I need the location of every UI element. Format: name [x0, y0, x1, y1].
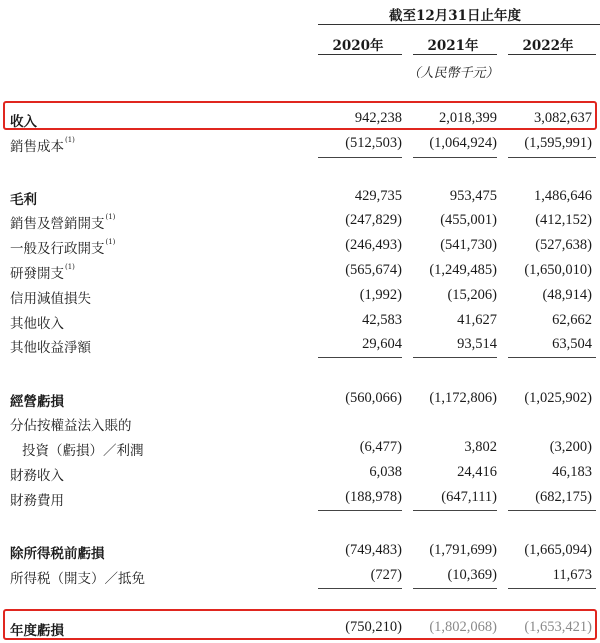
row-share-of-equity-header [0, 414, 600, 438]
row-cost-of-sales [0, 135, 600, 159]
value-2021: 3,802 [464, 439, 497, 455]
row-other-income [0, 312, 600, 336]
period-title: 截至12月31日止年度 [388, 8, 522, 24]
year-2022-header: 2022年 [522, 38, 574, 54]
value-2022: 3,082,637 [534, 110, 592, 126]
value-2022: (48,914) [542, 287, 592, 303]
value-2022: (527,638) [535, 237, 592, 253]
row-label: 所得税（開支）／抵免 [10, 571, 145, 587]
value-2022: (682,175) [535, 489, 592, 505]
value-2021: (1,791,699) [429, 542, 497, 558]
value-2021: (1,172,806) [429, 390, 497, 406]
row-label: 其他收入 [10, 316, 64, 332]
row-loss-before-tax [0, 542, 600, 566]
value-2020: 42,583 [362, 312, 402, 328]
value-2022: 46,183 [552, 464, 592, 480]
row-label: 投資（虧損）／利潤 [22, 443, 144, 459]
subtotal-line [318, 510, 402, 511]
value-2020: (246,493) [345, 237, 402, 253]
value-2022: 1,486,646 [534, 188, 592, 204]
value-2021: 2,018,399 [439, 110, 497, 126]
year-2020-header: 2020年 [332, 38, 384, 54]
footnote-marker: (1) [65, 136, 75, 144]
row-rnd [0, 262, 600, 286]
row-label: 經營虧損 [10, 394, 64, 410]
footnote-marker: (1) [105, 238, 116, 246]
row-label: 財務收入 [10, 468, 64, 484]
subtotal-line [318, 357, 402, 358]
row-label: 除所得税前虧損 [10, 546, 105, 562]
row-label: 年度虧損 [10, 623, 64, 639]
row-gross-profit [0, 188, 600, 212]
subtotal-line [413, 510, 497, 511]
value-2020: (560,066) [345, 390, 402, 406]
value-2020: (750,210) [345, 619, 402, 635]
row-label: 其他收益淨額 [10, 340, 91, 356]
subtotal-line [508, 357, 596, 358]
value-2022: (1,665,094) [524, 542, 592, 558]
value-2022: (412,152) [535, 212, 592, 228]
value-2020: (247,829) [345, 212, 402, 228]
value-2022: (1,653,421) [524, 619, 592, 635]
year-underline-2021 [413, 54, 497, 55]
header-divider [318, 24, 600, 25]
row-label: 毛利 [10, 192, 37, 208]
value-2022: (3,200) [549, 439, 592, 455]
row-label: 銷售及營銷開支$^{(1)}$ [10, 213, 116, 232]
value-2021: (541,730) [440, 237, 497, 253]
value-2020: 6,038 [369, 464, 402, 480]
value-2021: 41,627 [457, 312, 497, 328]
subtotal-line [413, 357, 497, 358]
row-credit-impairment [0, 287, 600, 311]
row-label: 財務費用 [10, 493, 64, 509]
row-annual-loss [0, 619, 600, 643]
footnote-marker: (1) [65, 263, 75, 271]
row-revenue [0, 110, 600, 134]
year-2021-header: 2021年 [427, 38, 479, 54]
value-2022: (1,650,010) [524, 262, 592, 278]
value-2020: (188,978) [345, 489, 402, 505]
row-share-of-equity [0, 439, 600, 463]
subtotal-line [508, 510, 596, 511]
row-label: 收入 [10, 114, 37, 130]
subtotal-line [413, 588, 497, 589]
value-2020: (1,992) [359, 287, 402, 303]
value-2022: (1,595,991) [524, 135, 592, 151]
value-2020: 29,604 [362, 336, 402, 352]
row-finance-income [0, 464, 600, 488]
value-2020: 942,238 [354, 110, 402, 126]
value-2020: (727) [370, 567, 402, 583]
subtotal-line [508, 157, 596, 158]
value-2022: 11,673 [552, 567, 592, 583]
row-label: 分佔按權益法入賬的 [10, 418, 132, 434]
row-operating-loss [0, 390, 600, 414]
value-2021: 24,416 [457, 464, 497, 480]
value-2021: (647,111) [441, 489, 497, 505]
value-2022: (1,025,902) [524, 390, 592, 406]
subtotal-line [318, 157, 402, 158]
footnote-marker: (1) [105, 213, 116, 221]
value-2020: (565,674) [345, 262, 402, 278]
value-2021: (1,064,924) [429, 135, 497, 151]
value-2021: 93,514 [457, 336, 497, 352]
subtotal-line [318, 588, 402, 589]
value-2022: 63,504 [552, 336, 592, 352]
value-2021: (1,802,068) [429, 619, 497, 635]
value-2021: (10,369) [447, 567, 497, 583]
row-label: 信用減值損失 [10, 291, 91, 307]
row-label: 銷售成本$^{(1)}$ [10, 136, 75, 155]
year-underline-2022 [508, 54, 596, 55]
row-label: 研發開支$^{(1)}$ [10, 263, 75, 282]
value-2020: 429,735 [354, 188, 402, 204]
subtotal-line [508, 588, 596, 589]
value-2021: (455,001) [440, 212, 497, 228]
value-2022: 62,662 [552, 312, 592, 328]
value-2020: (6,477) [359, 439, 402, 455]
value-2020: (749,483) [345, 542, 402, 558]
row-general-admin [0, 237, 600, 261]
year-underline-2020 [318, 54, 402, 55]
row-label: 一般及行政開支$^{(1)}$ [10, 238, 116, 257]
value-2020: (512,503) [345, 135, 402, 151]
value-2021: (1,249,485) [429, 262, 497, 278]
unit-label: （人民幣千元） [407, 66, 499, 81]
value-2021: 953,475 [449, 188, 497, 204]
subtotal-line [413, 157, 497, 158]
row-selling-marketing [0, 212, 600, 236]
value-2021: (15,206) [447, 287, 497, 303]
